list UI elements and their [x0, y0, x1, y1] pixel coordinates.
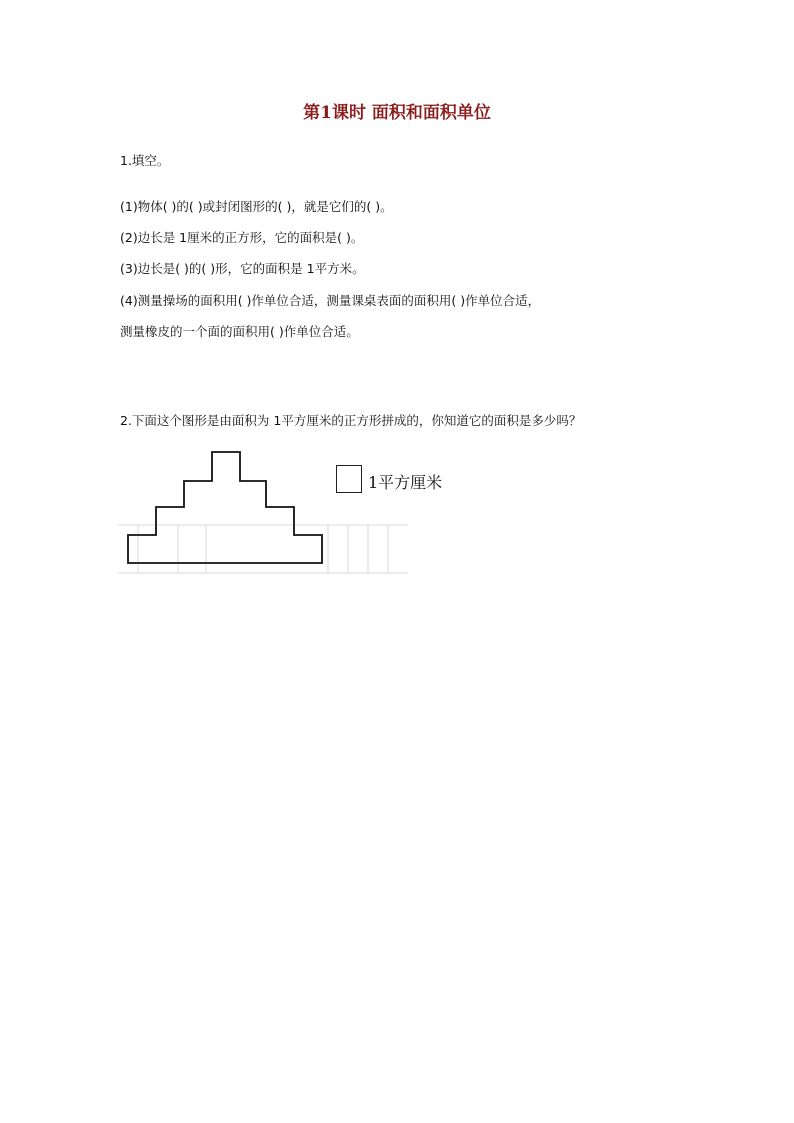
question-2-heading: 2.下面这个图形是由面积为 1平方厘米的正方形拼成的，你知道它的面积是多少吗？: [120, 413, 582, 428]
question-1-item-2: (2)边长是 1厘米的正方形，它的面积是( )。: [120, 230, 364, 245]
unit-square-icon: [336, 465, 362, 493]
page-title: 第1课时 面积和面积单位: [303, 103, 491, 123]
question-1-item-1: (1)物体( )的( )或封闭图形的( )，就是它们的( )。: [120, 199, 393, 214]
staircase-figure: [118, 445, 418, 580]
staircase-outline: [128, 452, 322, 563]
question-1-item-3: (3)边长是( )的( )形，它的面积是 1平方米。: [120, 261, 365, 276]
question-1-item-4-continued: 测量橡皮的一个面的面积用( )作单位合适。: [120, 324, 359, 339]
faint-grid-residue: [118, 525, 408, 573]
question-1-item-4: (4)测量操场的面积用( )作单位合适，测量课桌表面的面积用( )作单位合适，: [120, 293, 541, 308]
unit-square-label: 1平方厘米: [368, 473, 443, 492]
question-1-heading: 1.填空。: [120, 153, 170, 168]
